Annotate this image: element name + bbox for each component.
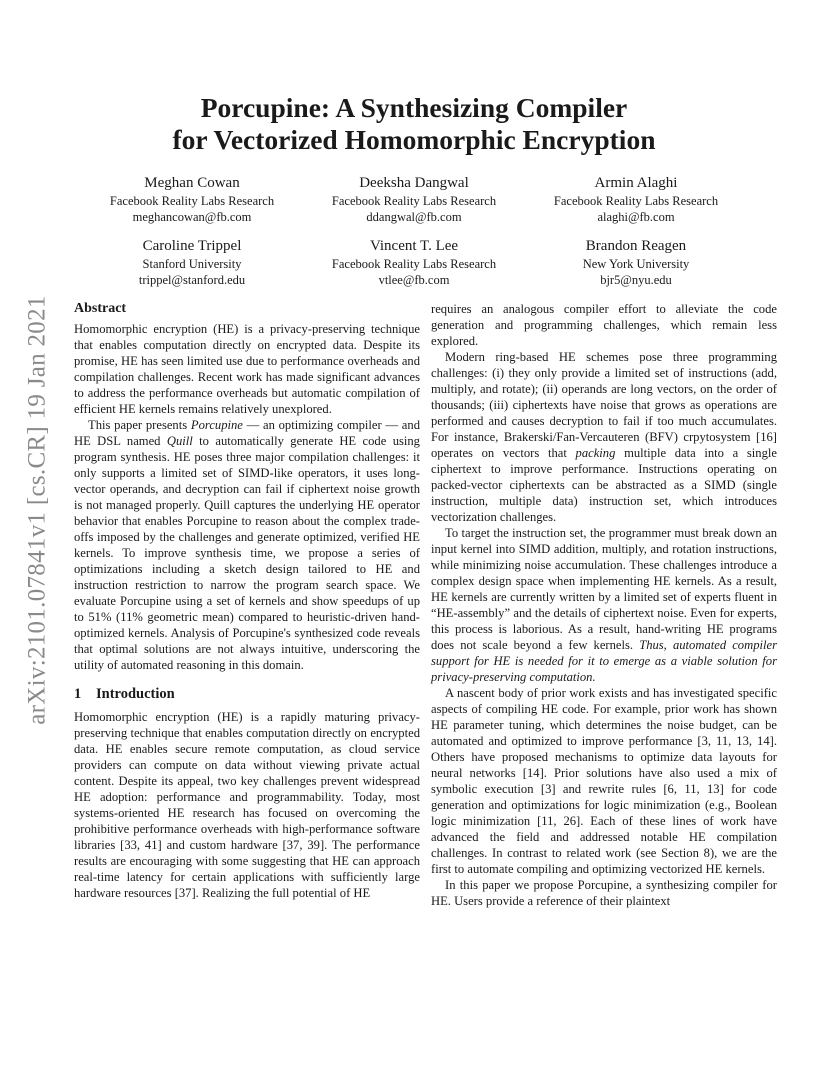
section-title: Introduction [96, 686, 175, 702]
intro-paragraph-4: A nascent body of prior work exists and has investigated specific aspects of compiling HE code. For example, prior work has shown HE parameter tuning, which determines the noise budget, can be automated and optimized to improve performance [3, 11, 13, 14]. Others have proposed mechanisms to optimize data layouts for neural networks [14]. Prior solutions have also used a mix of symbolic execution [3] and rewrite rules [6, 11, 13] for code generation and optimizations for logic minimization (e.g., Boolean logic minimization [11, 26]. Each of these lines of work have advanced the field and addressed notable HE compilation challenges. In contrast to related work (see Section 8), we are the first to automate compiling and optimizing vectorized HE kernels. [431, 686, 777, 876]
author-block [77, 237, 307, 288]
quill-term: Quill [166, 434, 193, 448]
text-run: multiple data into a single ciphertext to improve performance. Instructions operating on packed-vector ciphertexts can be abstracted as a SIMD (single instruction, multiple data) instruction set, which introduces vectorization challenges. [431, 446, 777, 524]
intro-paragraph-1: Homomorphic encryption (HE) is a rapidly maturing privacy-preserving technique that enables computation directly on encrypted data. HE enables secure remote computation, as cloud service providers can compute on data without viewing private actual content. Despite its appeal, two key challenges prevent widespread HE adoption: performance and programmability. Today, most systems-oriented HE research has focused on overcoming the prohibitive performance overheads with high-performance software libraries [33, 41] and custom hardware [37, 39]. The performance results are encouraging with some suggesting that HE can approach real-time latency for certain applications with sufficiently large hardware resources [37]. Realizing the full potential of HE [74, 710, 420, 900]
author-email: meghancowan@fb.com [132, 210, 252, 224]
section-heading-introduction [74, 685, 420, 703]
author-block [521, 237, 751, 288]
section-number: 1 [74, 686, 82, 702]
text-run: Modern ring-based HE schemes pose three programming challenges: (i) they only provide a limited set of instructions (add, multiply, and rotate); (ii) operands are long vectors, on the order of thousands; (iii) ciphertexts have noise that grows as operations are performed and causes decryption to fail if too much accumulates. For instance, Brakerski/Fan-Vercauteren (BFV) crpytosystem [16] operates on vectors that [431, 350, 777, 460]
author-affiliation: Facebook Reality Labs Research [331, 194, 497, 208]
arxiv-watermark [20, 290, 56, 730]
abstract-heading: Abstract [74, 301, 127, 316]
author-name: Armin Alaghi [594, 175, 678, 191]
author-block [299, 174, 529, 225]
intro-paragraph-5: In this paper we propose Porcupine, a synthesizing compiler for HE. Users provide a reference of their plaintext [431, 878, 777, 908]
author-block [77, 174, 307, 225]
text-run: — an optimizing compiler — and HE DSL named [74, 418, 420, 448]
author-email: alaghi@fb.com [597, 210, 675, 224]
author-email: ddangwal@fb.com [366, 210, 462, 224]
packing-term: packing [575, 446, 616, 460]
left-column [74, 300, 420, 901]
title-line-1: Porcupine: A Synthesizing Compiler [200, 92, 628, 123]
author-block [299, 237, 529, 288]
text-run: To target the instruction set, the programmer must break down an input kernel into SIMD addition, multiply, and rotation instructions, while minimizing noise accumulation. These challenges introduce a complex design space when implementing HE kernels. As a result, HE kernels are currently written by a limited set of experts fluent in “HE-assembly” and the details of ciphertext noise. Even for experts, this process is laborious. As a result, hand-writing HE programs does not scale beyond a few kernels. [431, 526, 777, 652]
right-column [431, 301, 777, 909]
intro-paragraph-1-continued: requires an analogous compiler effort to alleviate the code generation and programming challenges, which remain less explored. [431, 302, 777, 348]
emphasized-claim: Thus, automated compiler support for HE is needed for it to emerge as a viable solution for privacy-preserving computation. [431, 638, 777, 684]
author-affiliation: Facebook Reality Labs Research [553, 194, 719, 208]
author-name: Vincent T. Lee [369, 238, 459, 254]
intro-paragraph-3 [431, 525, 777, 685]
porcupine-term: Porcupine [190, 418, 243, 432]
author-email: bjr5@nyu.edu [600, 273, 672, 287]
author-affiliation: New York University [582, 257, 690, 271]
author-block [521, 174, 751, 225]
author-name: Deeksha Dangwal [359, 175, 469, 191]
intro-paragraph-2 [431, 349, 777, 525]
author-affiliation: Facebook Reality Labs Research [331, 257, 497, 271]
text-run: to automatically generate HE code using program synthesis. HE poses three major compilation challenges: it only supports a limited set of SIMD-like operators, it uses long-vector operands, and decryption can fail if ciphertext noise growth is not managed properly. Quill captures the underlying HE operator behavior that enables Porcupine to reason about the complex trade-offs imposed by the challenges and generate optimized, verified HE kernels. To improve synthesis time, we propose a series of optimizations including a sketch design tailored to HE and instruction restriction to narrow the program search space. We evaluate Porcupine using a set of kernels and show speedups of up to 51% (11% geometric mean) compared to heuristic-driven hand-optimized kernels. Analysis of Porcupine's synthesized code reveals that optimal solutions are not always intuitive, underscoring the utility of automated reasoning in this domain. [74, 434, 420, 672]
text-run: This paper presents [88, 418, 191, 432]
author-name: Caroline Trippel [142, 238, 242, 254]
title-line-2: for Vectorized Homomorphic Encryption [172, 124, 656, 155]
author-name: Brandon Reagen [585, 238, 687, 254]
abstract-paragraph-1: Homomorphic encryption (HE) is a privacy-preserving technique that enables computation directly on encrypted data. Despite its promise, HE has seen limited use due to performance overheads and compilation challenges. Recent work has made significant advances to address the performance overheads but automatic compilation of efficient HE kernels remains relatively unexplored. [74, 322, 420, 416]
abstract-paragraph-2 [74, 417, 420, 673]
author-email: trippel@stanford.edu [138, 273, 246, 287]
author-email: vtlee@fb.com [378, 273, 450, 287]
arxiv-identifier: arXiv:2101.07841v1 [cs.CR] 19 Jan 2021 [24, 295, 52, 725]
paper-title [0, 92, 828, 156]
author-name: Meghan Cowan [144, 175, 240, 191]
author-affiliation: Facebook Reality Labs Research [109, 194, 275, 208]
author-affiliation: Stanford University [142, 257, 242, 271]
